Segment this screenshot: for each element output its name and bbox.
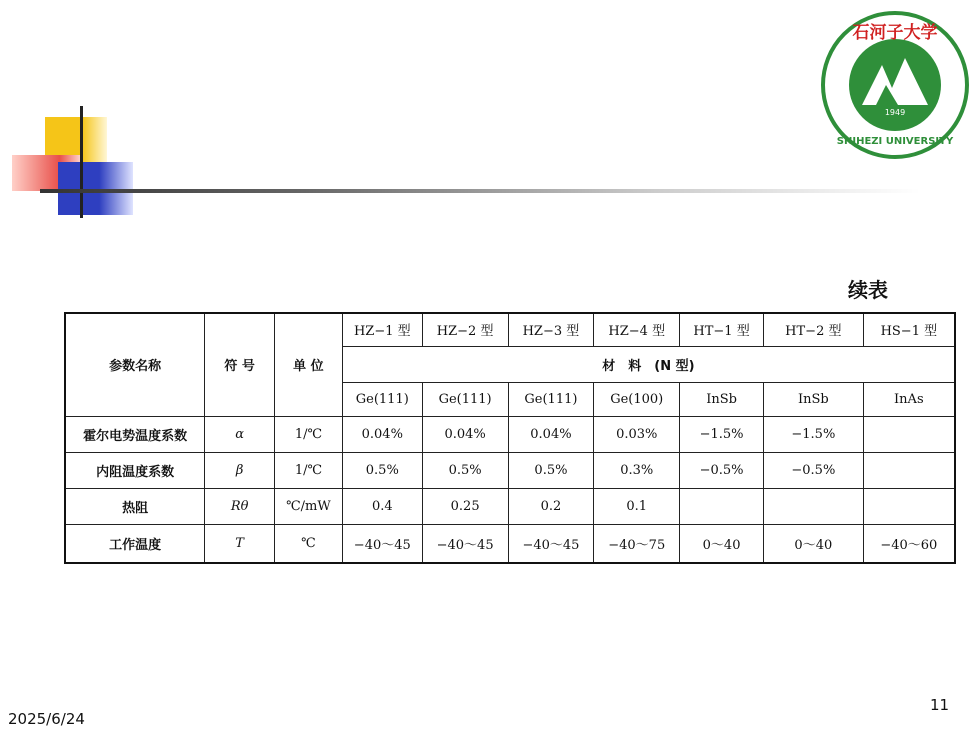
row-value	[863, 416, 955, 452]
table-row	[65, 416, 955, 452]
deco-vertical-line	[80, 106, 83, 218]
header-material-item: Ge(100)	[594, 382, 680, 416]
header-model: HZ−1 型	[342, 313, 422, 346]
header-material-item: InSb	[763, 382, 863, 416]
row-value: 0～40	[763, 525, 863, 563]
row-value: −1.5%	[680, 416, 764, 452]
university-logo	[820, 10, 970, 160]
row-name: 热阻	[65, 489, 205, 525]
header-material: 材 料 (N 型)	[342, 346, 955, 382]
row-name: 工作温度	[65, 525, 205, 563]
row-value: 0～40	[680, 525, 764, 563]
row-value: −40～45	[422, 525, 508, 563]
table-row	[65, 525, 955, 563]
row-value: 0.5%	[422, 453, 508, 489]
header-material-item: InAs	[863, 382, 955, 416]
row-symbol: α	[205, 416, 275, 452]
row-value: −1.5%	[763, 416, 863, 452]
row-value	[863, 489, 955, 525]
logo-top-text: 石河子大学	[852, 23, 938, 43]
row-value: −40～45	[508, 525, 594, 563]
hall-element-spec-table	[64, 312, 956, 564]
page-number: 11	[930, 696, 950, 714]
table-row	[65, 489, 955, 525]
row-value: −40～75	[594, 525, 680, 563]
header-material-item: Ge(111)	[508, 382, 594, 416]
row-name: 内阻温度系数	[65, 453, 205, 489]
header-unit: 单 位	[275, 313, 343, 416]
header-model: HT−1 型	[680, 313, 764, 346]
header-material-item: Ge(111)	[422, 382, 508, 416]
row-unit: 1/℃	[275, 416, 343, 452]
row-value: −40～45	[342, 525, 422, 563]
row-value: 0.04%	[342, 416, 422, 452]
row-value: 0.04%	[422, 416, 508, 452]
row-value: 0.1	[594, 489, 680, 525]
footer-date: 2025/6/24	[8, 710, 85, 728]
header-model: HT−2 型	[763, 313, 863, 346]
row-unit: 1/℃	[275, 453, 343, 489]
row-value: 0.03%	[594, 416, 680, 452]
row-value: 0.04%	[508, 416, 594, 452]
row-value: −0.5%	[763, 453, 863, 489]
row-value: 0.25	[422, 489, 508, 525]
table-row	[65, 453, 955, 489]
table-title: 续表	[848, 278, 888, 302]
row-symbol: Rθ	[205, 489, 275, 525]
row-value	[680, 489, 764, 525]
row-value: −0.5%	[680, 453, 764, 489]
row-value: 0.4	[342, 489, 422, 525]
row-name: 霍尔电势温度系数	[65, 416, 205, 452]
row-value	[763, 489, 863, 525]
header-material-item: Ge(111)	[342, 382, 422, 416]
row-symbol: T	[205, 525, 275, 563]
header-material-item: InSb	[680, 382, 764, 416]
row-unit: ℃	[275, 525, 343, 563]
row-value	[863, 453, 955, 489]
logo-bottom-text: SHIHEZI UNIVERSITY	[836, 136, 954, 147]
deco-horizontal-line	[40, 189, 920, 193]
header-symbol: 符 号	[205, 313, 275, 416]
header-param-name: 参数名称	[65, 313, 205, 416]
logo-year: 1949	[884, 108, 906, 117]
row-symbol: β	[205, 453, 275, 489]
header-model: HZ−2 型	[422, 313, 508, 346]
header-model: HZ−4 型	[594, 313, 680, 346]
header-model: HZ−3 型	[508, 313, 594, 346]
row-value: 0.2	[508, 489, 594, 525]
row-value: −40～60	[863, 525, 955, 563]
row-value: 0.5%	[342, 453, 422, 489]
row-value: 0.3%	[594, 453, 680, 489]
row-value: 0.5%	[508, 453, 594, 489]
header-model: HS−1 型	[863, 313, 955, 346]
row-unit: ℃/mW	[275, 489, 343, 525]
